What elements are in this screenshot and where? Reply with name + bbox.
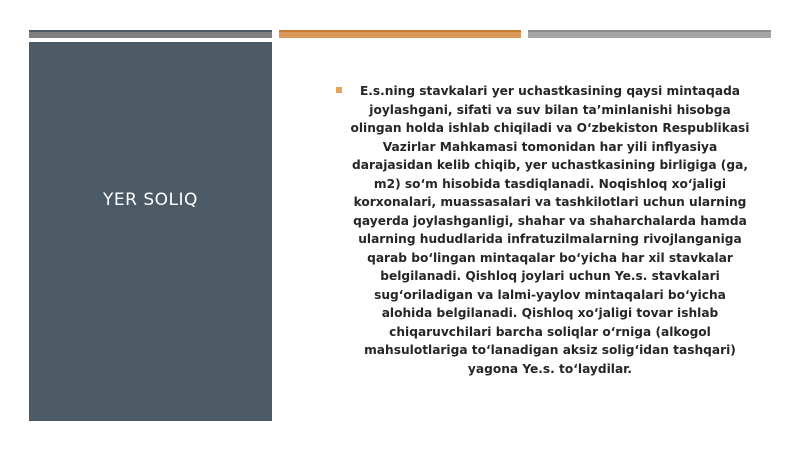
bullet-text: E.s.ning stavkalari yer uchastkasining qaysi mintaqada joylashgani, sifati va suv bilan ta’minlanishi hisobga olingan holda ishlab chiqiladi va O‘zbekiston Respublikasi Vazirlar Mahkamasi tomonidan har yili inflyasiya darajasidan kelib chiqib, yer uchastkasining birligiga (ga, m2) so‘m hisobida tasdiqlanadi. Noqishloq xo‘jaligi korxonalari, muassasalari va tashkilotlari uchun ularning qayerda joylashganligi, shahar va shaharchalarda hamda ularning hududlarida infratuzilmalarning rivojlanganiga qarab bo‘lingan mintaqalar bo‘yicha har xil stavkalar belgilanadi. Qishloq joylari uchun Ye.s. stavkalari sug‘oriladigan va lalmi-yaylov mintaqalari bo‘yicha alohida belgilanadi. Qishloq xo‘jaligi tovar ishlab chiqaruvchilari barcha soliqlar o‘rniga (alkogol mahsulotlariga to‘lanadigan aksiz solig‘idan tashqari) yagona Ye.s. to‘laydilar.: [350, 84, 750, 376]
top-bar-left: [29, 30, 272, 38]
bullet-icon: [336, 87, 342, 93]
title-panel: [29, 42, 272, 421]
top-bar-middle: [279, 30, 521, 38]
content-area: [336, 82, 756, 378]
slide-title: YER SOLIQ: [103, 190, 198, 210]
top-bar-right: [528, 30, 771, 38]
